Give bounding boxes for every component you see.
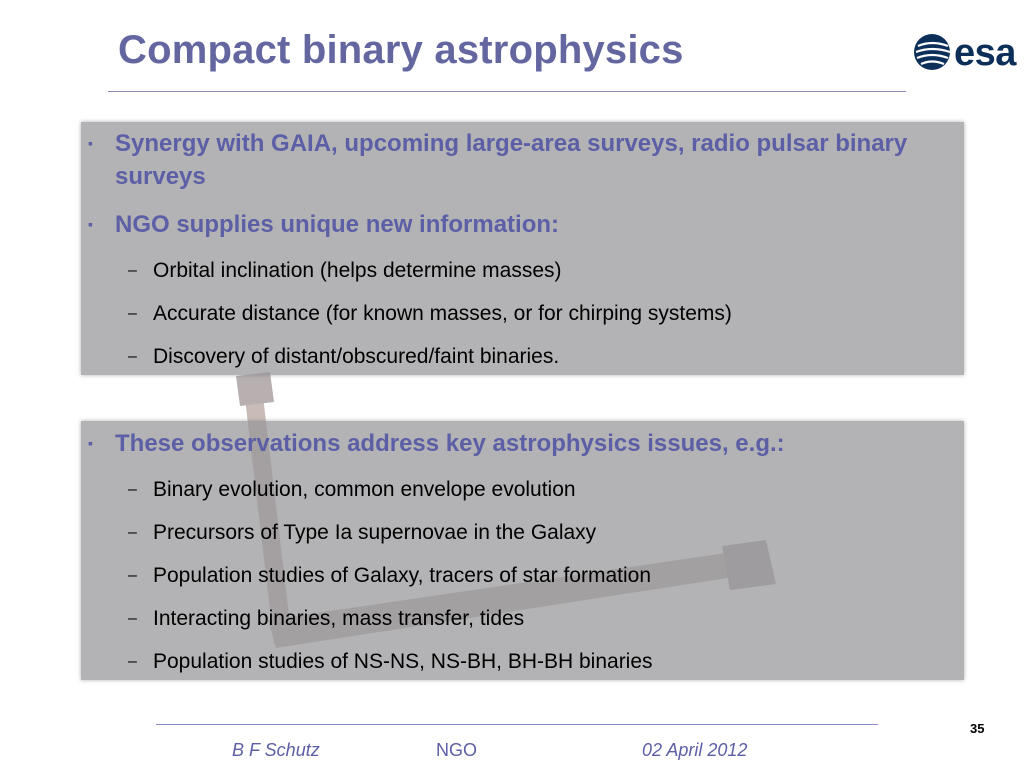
sub-item-text: Precursors of Type Ia supernovae in the Galaxy xyxy=(153,521,597,544)
page-number: 35 xyxy=(970,721,985,736)
bullet-text: NGO supplies unique new information: xyxy=(115,211,560,238)
footer-project: NGO xyxy=(436,740,478,760)
footer-author: B F Schutz xyxy=(232,740,320,760)
sub-item-text: Binary evolution, common envelope evolution xyxy=(153,478,576,501)
dash-bullet: – xyxy=(128,610,137,627)
sub-item-text: Discovery of distant/obscured/faint binaries. xyxy=(153,345,560,368)
bullet-text: Synergy with GAIA, upcoming large-area surveys, radio pulsar binary surveys xyxy=(115,130,908,190)
dash-bullet: – xyxy=(128,567,137,584)
sub-item xyxy=(128,344,560,370)
dash-bullet: – xyxy=(128,481,137,498)
sub-item xyxy=(128,258,562,284)
bullet-synergy xyxy=(88,127,935,193)
sub-item-text: Population studies of NS-NS, NS-BH, BH-BH binaries xyxy=(153,650,653,673)
sub-item xyxy=(128,563,652,589)
sub-item-text: Interacting binaries, mass transfer, tides xyxy=(153,607,525,630)
footer-date: 02 April 2012 xyxy=(642,740,748,760)
sub-item-text: Orbital inclination (helps determine masses) xyxy=(153,259,562,282)
sub-item xyxy=(128,649,653,675)
sub-item xyxy=(128,606,525,632)
slide-title: Compact binary astrophysics xyxy=(118,28,684,72)
footer-divider xyxy=(156,724,878,725)
bullet-astrophysics-issues xyxy=(88,427,935,460)
esa-logo-text: esa xyxy=(954,32,1016,74)
dash-bullet: – xyxy=(128,524,137,541)
square-bullet-icon: ▪ xyxy=(88,435,93,451)
dash-bullet: – xyxy=(128,653,137,670)
square-bullet-icon: ▪ xyxy=(88,135,93,151)
sub-item-text: Accurate distance (for known masses, or for chirping systems) xyxy=(153,302,732,325)
dash-bullet: – xyxy=(128,348,137,365)
sub-item xyxy=(128,301,732,327)
sub-item xyxy=(128,520,597,546)
dash-bullet: – xyxy=(128,262,137,279)
bullet-ngo-information xyxy=(88,208,935,241)
bullet-text: These observations address key astrophysics issues, e.g.: xyxy=(115,430,785,457)
dash-bullet: – xyxy=(128,305,137,322)
sub-item xyxy=(128,477,576,503)
square-bullet-icon: ▪ xyxy=(88,216,93,232)
sub-item-text: Population studies of Galaxy, tracers of star formation xyxy=(153,564,652,587)
